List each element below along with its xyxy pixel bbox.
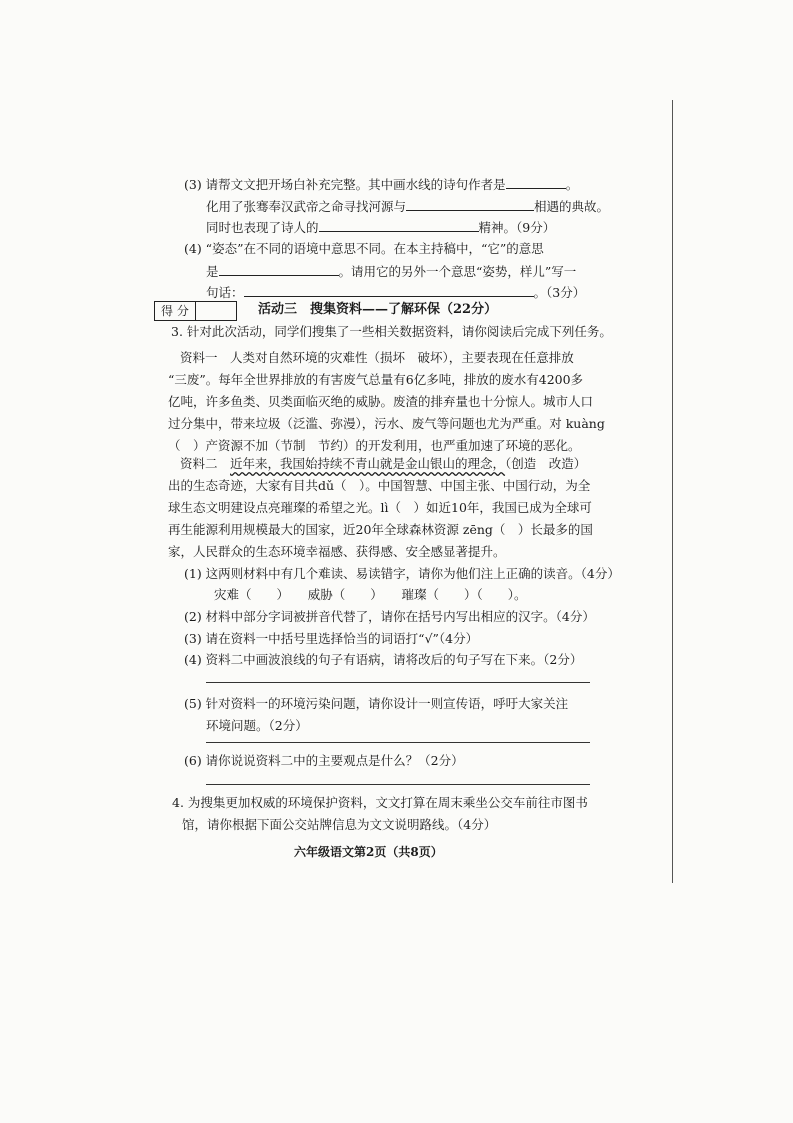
task4-line2: 馆，请你根据下面公交站牌信息为文文说明路线。（4分） xyxy=(182,817,497,832)
task4-line1: 4. 为搜集更加权威的环境保护资料，文文打算在周末乘坐公交车前往市图书 xyxy=(172,795,588,810)
material2-line: 家，人民群众的生态环境幸福感、获得感、安全感显著提升。 xyxy=(168,544,506,559)
answer-line-q6[interactable] xyxy=(206,784,590,785)
material2-line1: 资料二 近年来，我国始持续不青山就是金山银山的理念，（创造 改造） xyxy=(180,456,587,471)
answer-line-q5[interactable] xyxy=(206,742,590,743)
subq-5-line1: (5) 针对资料一的环境污染问题，请你设计一则宣传语，呼吁大家关注 xyxy=(184,696,569,711)
page-footer: 六年级语文第2页（共8页） xyxy=(294,845,443,859)
material2-line: 出的生态奇迹，大家有目共dǔ（ ）。中国智慧、中国主张、中国行动，为全 xyxy=(168,478,591,493)
q3-blank-spirit[interactable] xyxy=(319,219,479,232)
material1-line: 资料一 人类对自然环境的灾难性（损坏 破坏），主要表现在任意排放 xyxy=(180,350,574,365)
material1-line: “三废”。每年全世界排放的有害废气总量有6亿多吨，排放的废水有4200多 xyxy=(168,372,584,387)
material2-line: 再生能源利用规模最大的国家，近20年全球森林资源 zēng（ ）长最多的国 xyxy=(168,522,593,537)
score-box xyxy=(154,301,237,321)
task3-intro: 3. 针对此次活动，同学们搜集了一些相关数据资料，请你阅读后完成下列任务。 xyxy=(171,324,612,339)
q3-blank-person[interactable] xyxy=(406,198,534,211)
material2-wavy-sentence: 近年来，我国始持续不青山就是金山银山的理念， xyxy=(230,456,506,471)
q3-line3: 同时也表现了诗人的 精神。（9分） xyxy=(206,220,556,235)
answer-line-q4[interactable] xyxy=(206,682,590,683)
subq-1: (1) 这两则材料中有几个难读、易读错字，请你为他们注上正确的读音。（4分） xyxy=(184,566,620,581)
q3-line1: (3) 请帮文文把开场白补充完整。其中画水线的诗句作者是 。 xyxy=(184,177,579,192)
q4-blank-sentence[interactable] xyxy=(244,284,534,297)
subq-6: (6) 请你说说资料二中的主要观点是什么？（2分） xyxy=(184,753,464,768)
material1-line: 亿吨，许多鱼类、贝类面临灭绝的威胁。废渣的排弃量也十分惊人。城市人口 xyxy=(168,394,594,409)
material1-line: 过分集中，带来垃圾（泛滥、弥漫），污水、废气等问题也尤为严重。对 kuàng xyxy=(168,416,605,431)
subq-3: (3) 请在资料一中括号里选择恰当的词语打“√”（4分） xyxy=(184,631,479,646)
q4-line1: (4) “姿态”在不同的语境中意思不同。在本主持稿中，“它”的意思 xyxy=(184,241,544,256)
q4-blank-meaning[interactable] xyxy=(219,263,339,276)
q4-line3: 句话： 。（3分） xyxy=(206,285,586,300)
subq-2: (2) 材料中部分字词被拼音代替了，请你在括号内写出相应的汉字。（4分） xyxy=(184,609,595,624)
material2-line: 球生态文明建设点亮璀璨的希望之光。lì（ ）如近10年，我国已成为全球可 xyxy=(168,500,592,515)
activity3-title: 活动三 搜集资料——了解环保（22分） xyxy=(258,302,498,317)
subq-4: (4) 资料二中画波浪线的句子有语病，请将改后的句子写在下来。（2分） xyxy=(184,652,583,667)
q3-line2: 化用了张骞奉汉武帝之命寻找河源与 相遇的典故。 xyxy=(206,199,610,214)
material1-line: （ ）产资源不加（节制 节约）的开发利用，也严重加速了环境的恶化。 xyxy=(168,438,581,453)
score-label: 得 分 xyxy=(155,302,196,320)
margin-rule xyxy=(672,100,673,883)
subq-1-words: 灾难（ ） 威胁（ ） 璀璨（ ）（ ）。 xyxy=(214,587,527,602)
q3-blank-author[interactable] xyxy=(506,176,566,189)
score-input-cell[interactable] xyxy=(196,302,236,320)
subq-5-line2: 环境问题。（2分） xyxy=(206,718,308,733)
q4-line2: 是 。请用它的另外一个意思“姿势，样儿”写一 xyxy=(206,264,577,279)
